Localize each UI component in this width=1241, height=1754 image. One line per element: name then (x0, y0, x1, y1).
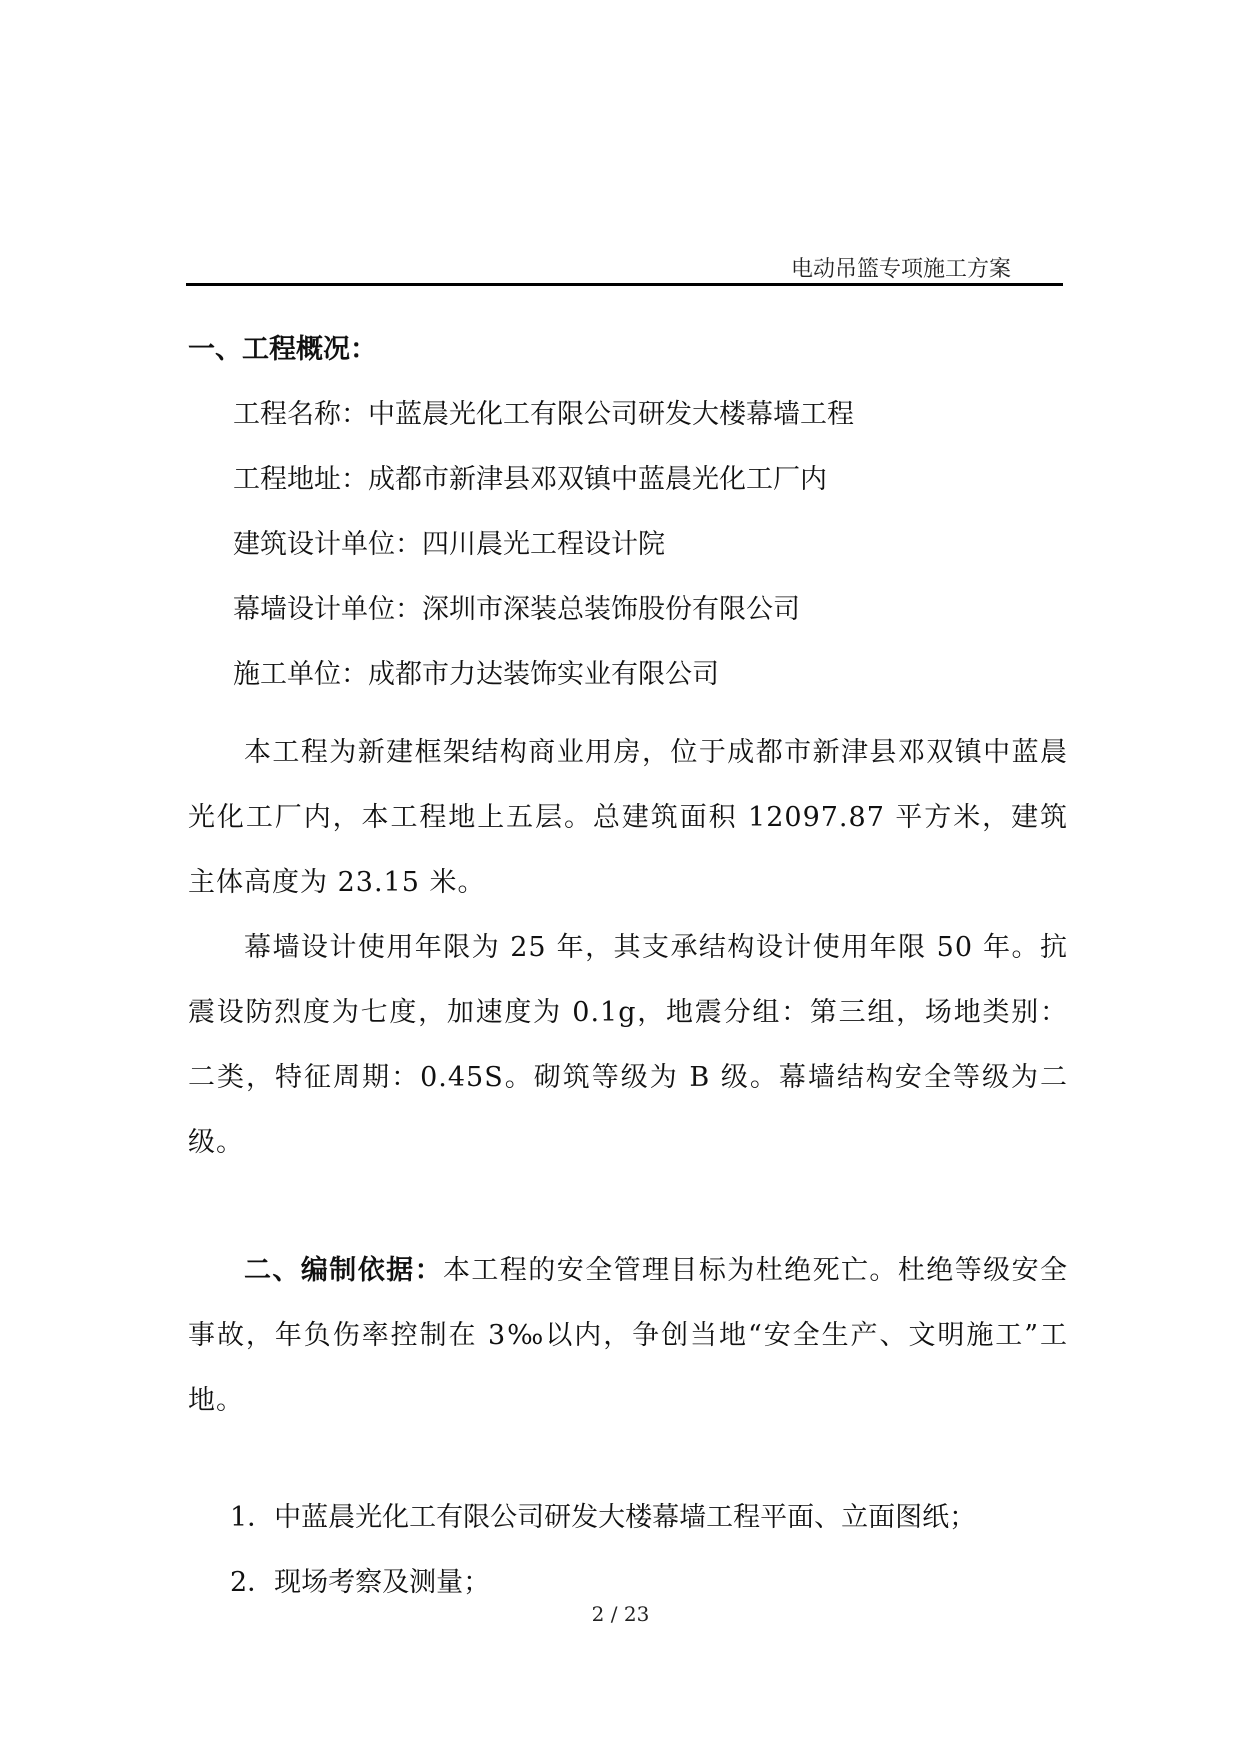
contractor-line: 施工单位：成都市力达装饰实业有限公司 (233, 659, 719, 690)
project-name-line: 工程名称：中蓝晨光化工有限公司研发大楼幕墙工程 (233, 399, 854, 430)
header-title: 电动吊篮专项施工方案 (790, 257, 1011, 282)
section2-paragraph (188, 1238, 1068, 1433)
document-body (188, 330, 1068, 1628)
curtain-wall-designer-line: 幕墙设计单位：深圳市深装总装饰股份有限公司 (233, 594, 800, 625)
project-address-line: 工程地址：成都市新津县邓双镇中蓝晨光化工厂内 (233, 464, 827, 495)
list-item: 1．中蓝晨光化工有限公司研发大楼幕墙工程平面、立面图纸； (230, 1502, 977, 1533)
section1-heading: 一、工程概况： (188, 334, 377, 365)
header-divider (186, 283, 1063, 286)
spacer (188, 1175, 1068, 1238)
project-description-paragraph: 本工程为新建框架结构商业用房，位于成都市新津县邓双镇中蓝晨光化工厂内，本工程地上五层。总建筑面积 12097.87 平方米，建筑主体高度为 23.15 米。 (188, 737, 1068, 898)
section2-heading: 二、编制依据： (244, 1255, 443, 1286)
spacer (188, 1433, 1068, 1498)
page-number: 2 / 23 (591, 1602, 650, 1626)
design-parameters-paragraph: 幕墙设计使用年限为 25 年，其支承结构设计使用年限 50 年。抗震设防烈度为七度，加速度为 0.1g，地震分组：第三组，场地类别：二类，特征周期：0.45S。砌筑等级为 B 级。幕墙结构安全等级为二级。 (188, 932, 1068, 1158)
architect-line: 建筑设计单位：四川晨光工程设计院 (233, 529, 665, 560)
section2-text: 本工程的安全管理目标为杜绝死亡。杜绝等级安全事故，年负伤率控制在 3‰以内，争创当地“安全生产、文明施工”工地。 (188, 1255, 1068, 1416)
list-item: 2．现场考察及测量； (230, 1567, 491, 1598)
